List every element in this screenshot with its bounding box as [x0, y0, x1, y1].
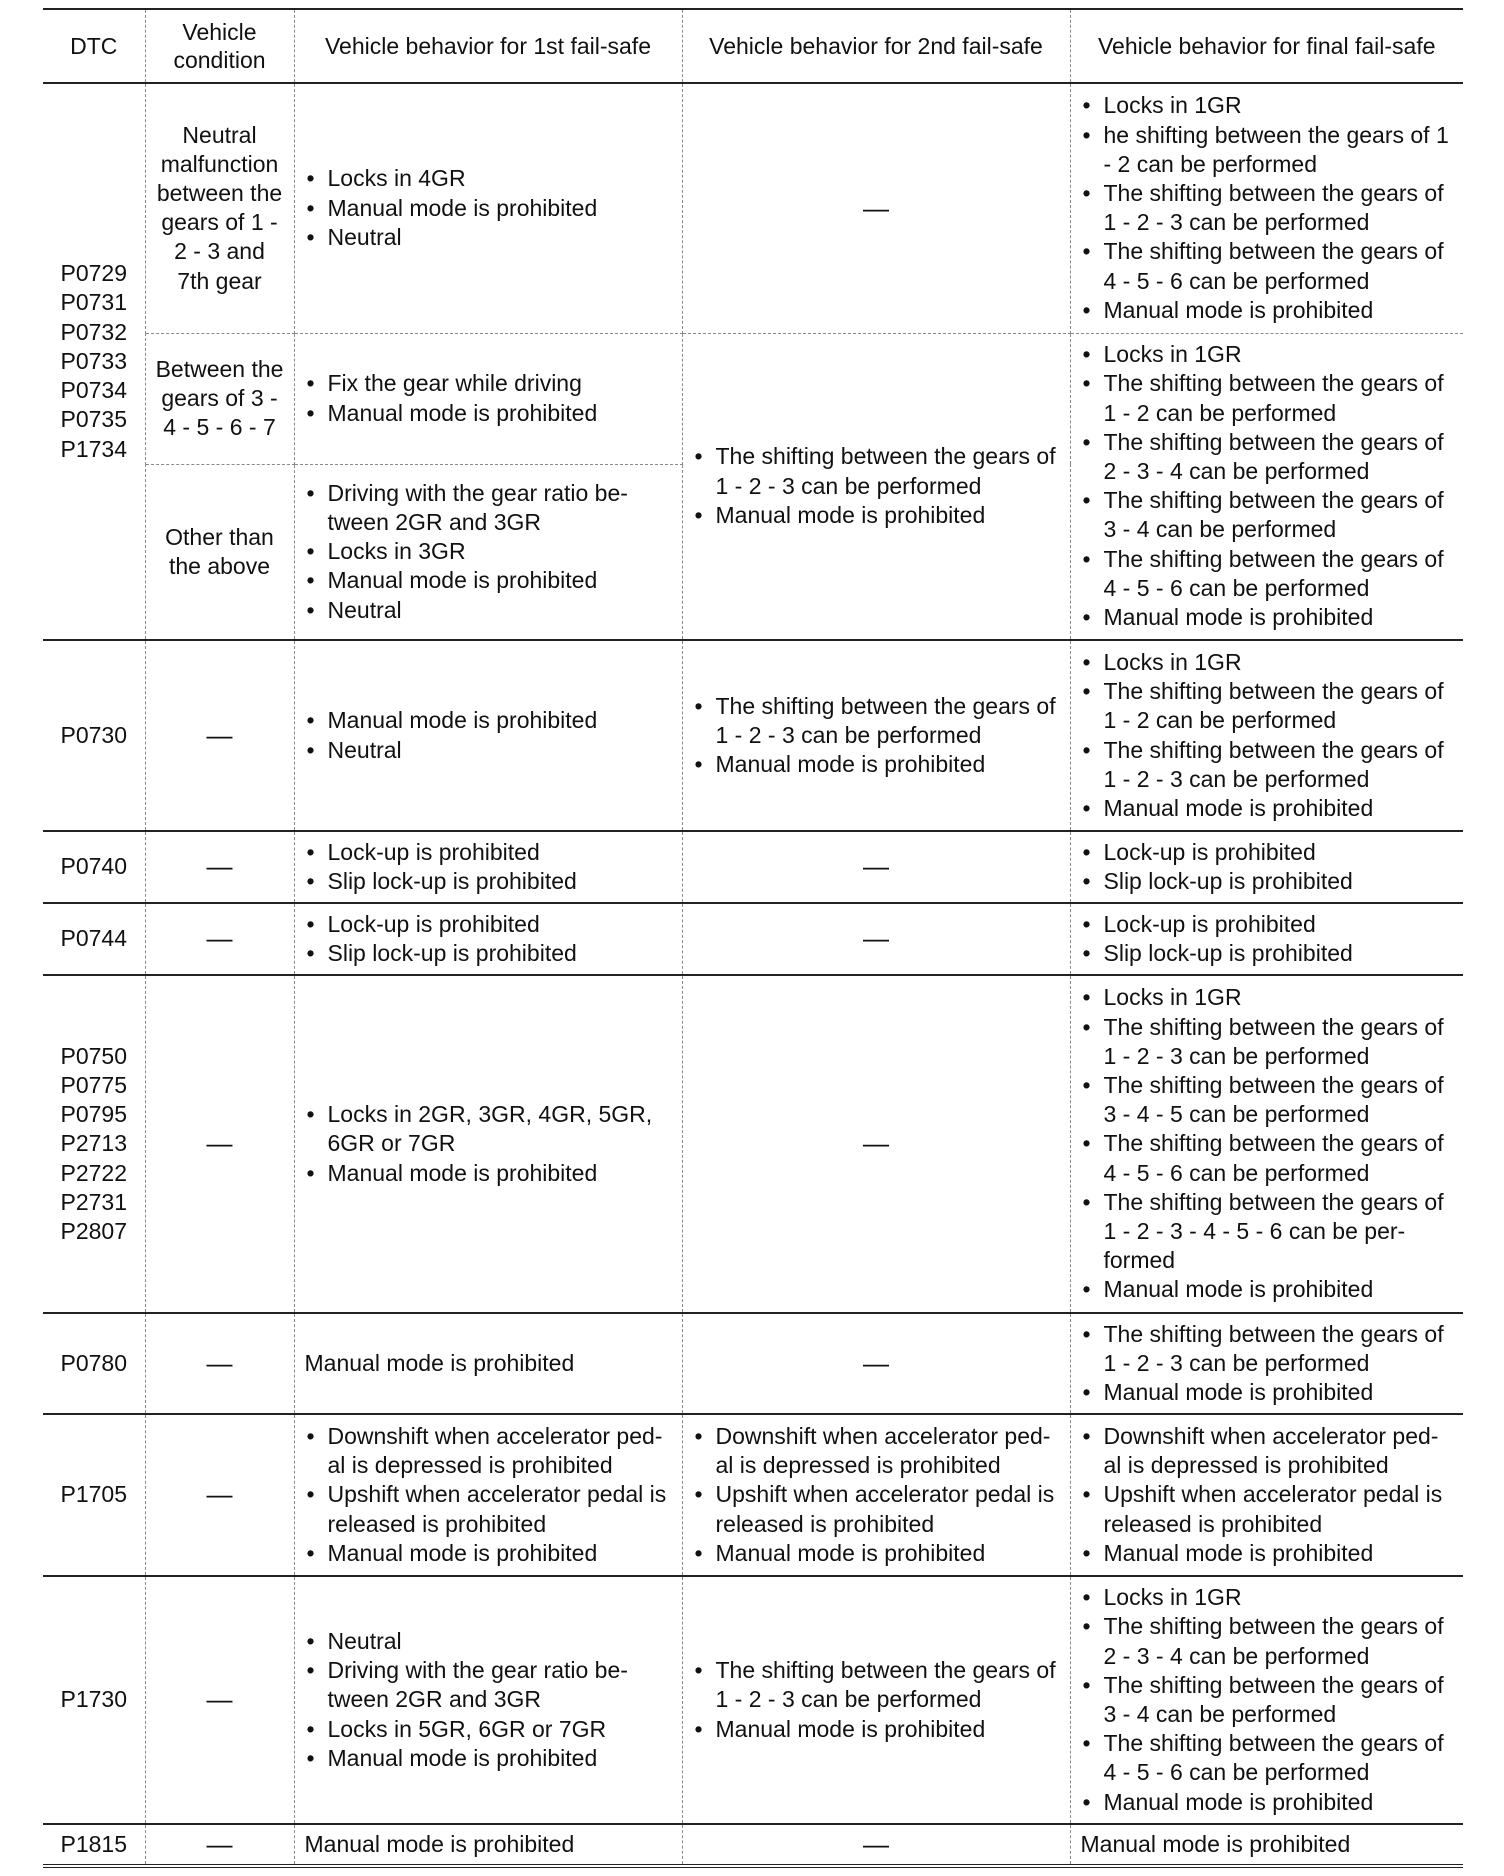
dtc-code: P0795 [60, 1101, 127, 1128]
list-item: • Locks in 2GR, 3GR, 4GR, 5GR, 6GR or 7GR [305, 1100, 672, 1158]
second-fail-safe-cell [682, 333, 1070, 640]
bullet-list [1081, 983, 1454, 1304]
condition-cell: — [145, 903, 294, 975]
dtc-code: P0735 [60, 406, 127, 433]
final-fail-safe-cell [1070, 903, 1463, 975]
list-item: • Upshift when accelerator pedal is released is prohibited [1081, 1480, 1454, 1538]
header-dtc: DTC [43, 9, 145, 83]
list-item: • Slip lock-up is prohibited [1081, 867, 1454, 896]
list-item: • The shifting between the gears of 1 - 2 can be performed [1081, 677, 1454, 735]
first-fail-safe-cell [294, 1824, 682, 1866]
dtc-cell: P0730 [43, 640, 145, 831]
list-item: • Manual mode is prohibited [693, 1539, 1060, 1568]
first-fail-safe-cell [294, 1576, 682, 1824]
list-item: • Locks in 1GR [1081, 91, 1454, 120]
bullet-list [1081, 1422, 1454, 1568]
second-fail-safe-cell [682, 1576, 1070, 1824]
list-item: • Manual mode is prohibited [693, 501, 1060, 530]
final-fail-safe-cell [1070, 83, 1463, 333]
plain-text: Manual mode is prohibited [304, 1830, 575, 1857]
dtc-code: P0729 [60, 260, 127, 287]
table-row [43, 975, 1463, 1313]
list-item: • Manual mode is prohibited [305, 706, 672, 735]
bullet-list [693, 1656, 1060, 1744]
condition-cell: — [145, 1313, 294, 1414]
first-fail-safe-cell [294, 975, 682, 1313]
list-item: • Manual mode is prohibited [693, 1715, 1060, 1744]
bullet-list [1081, 1320, 1454, 1408]
dtc-code: P2731 [60, 1188, 127, 1215]
condition-cell: — [145, 1414, 294, 1576]
bullet-list [1081, 1583, 1454, 1817]
list-item: • The shifting between the gears of 2 - 3 - 4 can be performed [1081, 428, 1454, 486]
bullet-list [305, 910, 672, 968]
second-fail-safe-cell: — [682, 1313, 1070, 1414]
list-item: • Fix the gear while driving [305, 369, 672, 398]
dtc-cell [43, 975, 145, 1313]
list-item: • Locks in 1GR [1081, 648, 1454, 677]
bullet-list [693, 1422, 1060, 1568]
dtc-cell: P0744 [43, 903, 145, 975]
second-fail-safe-cell [682, 1414, 1070, 1576]
table-row [43, 1824, 1463, 1866]
list-item: • The shifting between the gears of 1 - 2 - 3 can be performed [693, 442, 1060, 500]
list-item: • Locks in 4GR [305, 164, 672, 193]
second-fail-safe-cell: — [682, 1824, 1070, 1866]
list-item: • Slip lock-up is prohibited [305, 939, 672, 968]
second-fail-safe-cell: — [682, 903, 1070, 975]
list-item: • The shifting between the gears of 4 - 5 - 6 can be performed [1081, 545, 1454, 603]
bullet-list [1081, 910, 1454, 968]
header-final-fail-safe: Vehicle behavior for final fail-safe [1070, 9, 1463, 83]
header-second-fail-safe: Vehicle behavior for 2nd fail-safe [682, 9, 1070, 83]
final-fail-safe-cell [1070, 1576, 1463, 1824]
list-item: • The shifting between the gears of 4 - 5 - 6 can be performed [1081, 1729, 1454, 1787]
list-item: • The shifting between the gears of 3 - 4 can be performed [1081, 1671, 1454, 1729]
list-item: • Manual mode is prohibited [305, 194, 672, 223]
list-item: • Manual mode is prohibited [693, 750, 1060, 779]
condition-cell: — [145, 1824, 294, 1866]
list-item: • Locks in 3GR [305, 537, 672, 566]
plain-text: Manual mode is prohibited [304, 1349, 575, 1376]
list-item: • Upshift when accelerator pedal is released is prohibited [305, 1480, 672, 1538]
first-fail-safe-cell [294, 1313, 682, 1414]
condition-cell: Between the gears of 3 - 4 - 5 - 6 - 7 [145, 333, 294, 464]
list-item: • The shifting between the gears of 1 - 2 - 3 can be performed [1081, 179, 1454, 237]
dtc-code: P0734 [60, 377, 127, 404]
dtc-code: P2807 [60, 1218, 127, 1244]
list-item: • Manual mode is prohibited [305, 1159, 672, 1188]
bullet-list [305, 479, 672, 625]
final-fail-safe-cell [1070, 640, 1463, 831]
condition-cell: — [145, 640, 294, 831]
list-item: • Neutral [305, 1627, 672, 1656]
list-item: • The shifting between the gears of 3 - 4 can be performed [1081, 486, 1454, 544]
list-item: • Neutral [305, 596, 672, 625]
condition-cell: — [145, 1576, 294, 1824]
bullet-list [305, 1100, 672, 1188]
bullet-list [305, 164, 672, 252]
list-item: • Lock-up is prohibited [305, 838, 672, 867]
first-fail-safe-cell [294, 640, 682, 831]
first-fail-safe-cell [294, 1414, 682, 1576]
table-row [43, 1576, 1463, 1824]
second-fail-safe-cell: — [682, 831, 1070, 903]
list-item: • Downshift when accelerator ped- al is depressed is prohibited [1081, 1422, 1454, 1480]
list-item: • Manual mode is prohibited [1081, 603, 1454, 632]
final-fail-safe-cell [1070, 1313, 1463, 1414]
bullet-list [1081, 648, 1454, 823]
bullet-list [693, 442, 1060, 530]
table-row [43, 83, 1463, 333]
list-item: • Manual mode is prohibited [305, 1539, 672, 1568]
final-fail-safe-cell [1070, 831, 1463, 903]
list-item: • Manual mode is prohibited [1081, 296, 1454, 325]
dtc-list [53, 1042, 135, 1246]
first-fail-safe-cell [294, 464, 682, 640]
second-fail-safe-cell: — [682, 83, 1070, 333]
list-item: • Locks in 1GR [1081, 340, 1454, 369]
plain-text: Manual mode is prohibited [1080, 1830, 1351, 1857]
list-item: • The shifting between the gears of 1 - 2 - 3 - 4 - 5 - 6 can be per- formed [1081, 1188, 1454, 1276]
bullet-list [693, 692, 1060, 780]
header-vehicle-condition: Vehicle condition [145, 9, 294, 83]
header-first-fail-safe: Vehicle behavior for 1st fail-safe [294, 9, 682, 83]
list-item: • The shifting between the gears of 2 - 3 - 4 can be performed [1081, 1612, 1454, 1670]
dtc-cell: P1730 [43, 1576, 145, 1824]
list-item: • Driving with the gear ratio be- tween 2GR and 3GR [305, 1656, 672, 1714]
bullet-list [305, 369, 672, 427]
dtc-cell: P0740 [43, 831, 145, 903]
list-item: • The shifting between the gears of 1 - 2 - 3 can be performed [1081, 736, 1454, 794]
dtc-code: P1734 [60, 435, 127, 462]
condition-cell: — [145, 975, 294, 1313]
condition-cell: — [145, 831, 294, 903]
fail-safe-table [43, 8, 1463, 1868]
condition-cell: Other than the above [145, 464, 294, 640]
bullet-list [305, 1422, 672, 1568]
bullet-list [305, 838, 672, 896]
list-item: • Upshift when accelerator pedal is released is prohibited [693, 1480, 1060, 1538]
first-fail-safe-cell [294, 831, 682, 903]
list-item: • Slip lock-up is prohibited [305, 867, 672, 896]
list-item: • The shifting between the gears of 1 - 2 - 3 can be performed [1081, 1013, 1454, 1071]
dtc-cell: P1815 [43, 1824, 145, 1866]
list-item: • The shifting between the gears of 1 - 2 - 3 can be performed [693, 692, 1060, 750]
dtc-code: P2713 [60, 1130, 127, 1157]
first-fail-safe-cell [294, 903, 682, 975]
list-item: • Locks in 1GR [1081, 983, 1454, 1012]
list-item: • he shifting between the gears of 1 - 2 can be performed [1081, 121, 1454, 179]
dtc-code: P0775 [60, 1071, 127, 1098]
table-row [43, 333, 1463, 464]
list-item: • Slip lock-up is prohibited [1081, 939, 1454, 968]
list-item: • Manual mode is prohibited [305, 1744, 672, 1773]
list-item: • Locks in 5GR, 6GR or 7GR [305, 1715, 672, 1744]
table-row [43, 1414, 1463, 1576]
dtc-code: P0731 [60, 289, 127, 316]
list-item: • Manual mode is prohibited [305, 399, 672, 428]
table-row [43, 640, 1463, 831]
dtc-cell: P0780 [43, 1313, 145, 1414]
final-fail-safe-cell [1070, 1824, 1463, 1866]
second-fail-safe-cell [682, 640, 1070, 831]
dtc-list [53, 259, 135, 463]
second-fail-safe-cell: — [682, 975, 1070, 1313]
list-item: • Lock-up is prohibited [1081, 910, 1454, 939]
final-fail-safe-cell [1070, 975, 1463, 1313]
bullet-list [1081, 91, 1454, 325]
list-item: • Lock-up is prohibited [305, 910, 672, 939]
first-fail-safe-cell [294, 83, 682, 333]
table-row [43, 831, 1463, 903]
bullet-list [1081, 838, 1454, 896]
first-fail-safe-cell [294, 333, 682, 464]
list-item: • Downshift when accelerator ped- al is depressed is prohibited [693, 1422, 1060, 1480]
list-item: • The shifting between the gears of 1 - 2 - 3 can be performed [693, 1656, 1060, 1714]
dtc-code: P0733 [60, 347, 127, 374]
list-item: • Manual mode is prohibited [1081, 1378, 1454, 1407]
bullet-list [1081, 340, 1454, 632]
list-item: • Manual mode is prohibited [305, 566, 672, 595]
dtc-code: P2722 [60, 1159, 127, 1186]
header-row [43, 9, 1463, 83]
list-item: • Lock-up is prohibited [1081, 838, 1454, 867]
table-row [43, 1313, 1463, 1414]
dtc-cell [43, 83, 145, 640]
list-item: • Neutral [305, 223, 672, 252]
dtc-cell: P1705 [43, 1414, 145, 1576]
final-fail-safe-cell [1070, 1414, 1463, 1576]
list-item: • Manual mode is prohibited [1081, 794, 1454, 823]
dtc-code: P0750 [60, 1042, 127, 1069]
list-item: • Locks in 1GR [1081, 1583, 1454, 1612]
list-item: • The shifting between the gears of 1 - 2 - 3 can be performed [1081, 1320, 1454, 1378]
list-item: • Neutral [305, 736, 672, 765]
table-row [43, 903, 1463, 975]
final-fail-safe-cell [1070, 333, 1463, 640]
list-item: • The shifting between the gears of 1 - 2 can be performed [1081, 369, 1454, 427]
list-item: • Manual mode is prohibited [1081, 1788, 1454, 1817]
list-item: • Manual mode is prohibited [1081, 1275, 1454, 1304]
list-item: • The shifting between the gears of 4 - 5 - 6 can be performed [1081, 1129, 1454, 1187]
list-item: • The shifting between the gears of 3 - 4 - 5 can be performed [1081, 1071, 1454, 1129]
list-item: • The shifting between the gears of 4 - 5 - 6 can be performed [1081, 237, 1454, 295]
bullet-list [305, 706, 672, 764]
list-item: • Driving with the gear ratio be- tween 2GR and 3GR [305, 479, 672, 537]
dtc-code: P0732 [60, 318, 127, 345]
list-item: • Manual mode is prohibited [1081, 1539, 1454, 1568]
condition-cell: Neutral malfunction between the gears of 1 - 2 - 3 and 7th gear [145, 83, 294, 333]
bullet-list [305, 1627, 672, 1773]
list-item: • Downshift when accelerator ped- al is depressed is prohibited [305, 1422, 672, 1480]
